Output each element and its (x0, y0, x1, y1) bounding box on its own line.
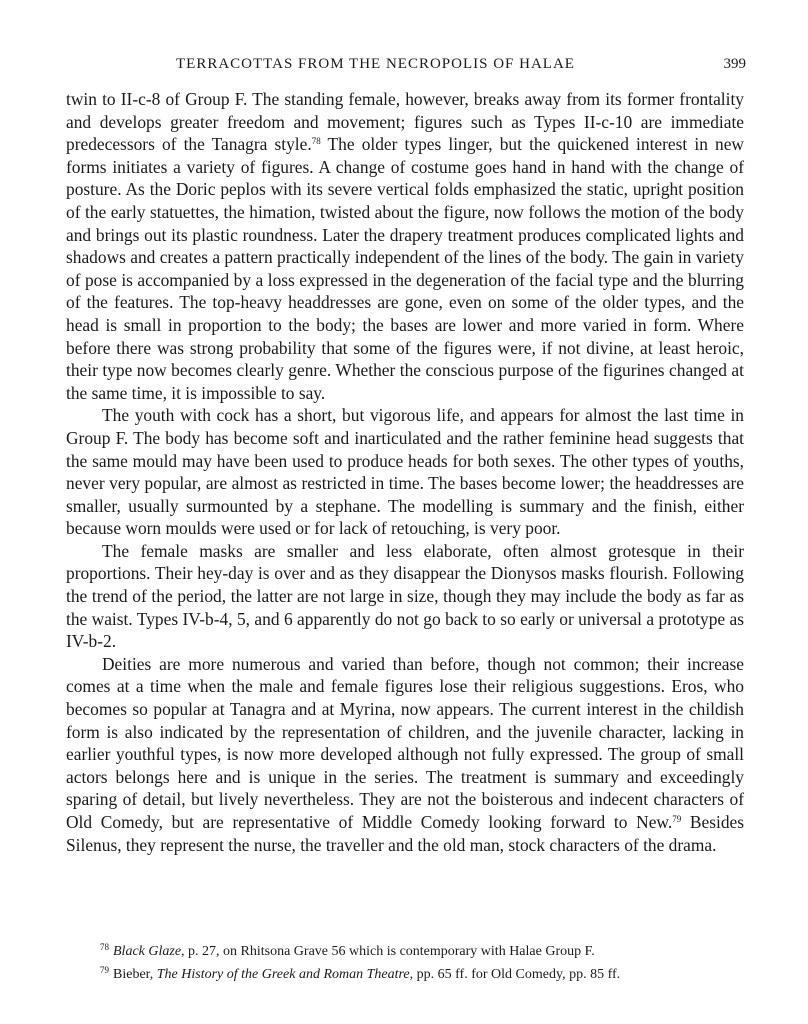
footnote-79-number: 79 (100, 965, 109, 975)
paragraph-2: The youth with cock has a short, but vigorous life, and appears for almost the last time in Group F. The body has become soft and inarticulated and the rather feminine head suggests that the same mould may have been used to produce heads for both sexes. The other types of youths, never very popular, are almost as restricted in time. The bases become lower; the headdresses are smaller, usually surmounted by a stephane. The modelling is summary and the finish, either because worn moulds were used or for lack of retouching, is very poor. (66, 405, 744, 539)
footnote-ref-78[interactable]: 78 (311, 136, 321, 147)
paragraph-1-text-a: twin to II-c-8 of Group F. The standing female, however, breaks away from its former frontality and develops greater freedom and movement; figures such as Types II-c-10 are immediate predecessors of the Tanagra style. (66, 89, 744, 155)
page-number: 399 (723, 56, 746, 72)
footnote-78-title: Black Glaze (113, 944, 182, 959)
footnote-79 (66, 961, 744, 984)
paragraph-4-text-b: Besides Silenus, they represent the nurse, the traveller and the old man, stock characters of the drama. (66, 812, 745, 855)
footnote-78-number: 78 (100, 942, 109, 952)
paragraph-4 (66, 653, 744, 856)
body-text (66, 88, 744, 856)
footnote-79-title: The History of the Greek and Roman Theatre (156, 967, 410, 982)
footnote-78-rest: , p. 27, on Rhitsona Grave 56 which is contemporary with Halae Group F. (181, 944, 595, 959)
footnote-79-rest: , pp. 65 ff. for Old Comedy, pp. 85 ff. (409, 967, 621, 982)
paragraph-4-text-a: Deities are more numerous and varied than before, though not common; their increase comes at a time when the male and female figures lose their religious suggestions. Eros, who becomes so popular at Tanagra and at Myrina, now appears. The current interest in the childish form is also indicated by the representation of children, and the juvenile character, lacking in earlier youthful types, is now more developed although not fully expressed. The group of small actors belongs here and is unique in the series. The treatment is summary and exceedingly sparing of detail, but lively nevertheless. They are not the boisterous and indecent characters of Old Comedy, but are representative of Middle Comedy looking forward to New. (66, 653, 744, 832)
paragraph-3: The female masks are smaller and less elaborate, often almost grotesque in their proportions. Their hey-day is over and as they disappear the Dionysos masks flourish. Following the trend of the period, the latter are not large in size, though they may include the body as far as the waist. Types IV-b-4, 5, and 6 apparently do not go back to so early or universal a prototype as IV-b-2. (66, 540, 744, 652)
footnotes (66, 938, 744, 984)
running-title: TERRACOTTAS FROM THE NECROPOLIS OF HALAE (176, 56, 575, 72)
paragraph-1 (66, 88, 744, 404)
footnote-ref-79[interactable]: 79 (672, 814, 682, 824)
footnote-79-author: Bieber, (113, 967, 157, 982)
page-header (66, 56, 746, 78)
footnote-78 (66, 938, 744, 961)
paragraph-1-text-b: The older types linger, but the quickened interest in new forms initiates a variety of figures. A change of costume goes hand in hand with the change of posture. As the Doric peplos with its severe vertical folds emphasized the static, upright position of the early statuettes, the himation, twisted about the figure, now follows the motion of the body and brings out its plastic roundness. Later the drapery treatment produces complicated lights and shadows and creates a pattern practically independent of the lines of the body. The gain in variety of pose is accompanied by a loss expressed in the degeneration of the facial type and the blurring of the features. The top-heavy headdresses are gone, even on some of the older types, and the head is small in proportion to the body; the bases are lower and more varied in form. Where before there was strong probability that some of the figures were, if not divine, at least heroic, their type now becomes clearly genre. Whether the conscious purpose of the figurines changed at the same time, it is impossible to say. (66, 134, 744, 403)
